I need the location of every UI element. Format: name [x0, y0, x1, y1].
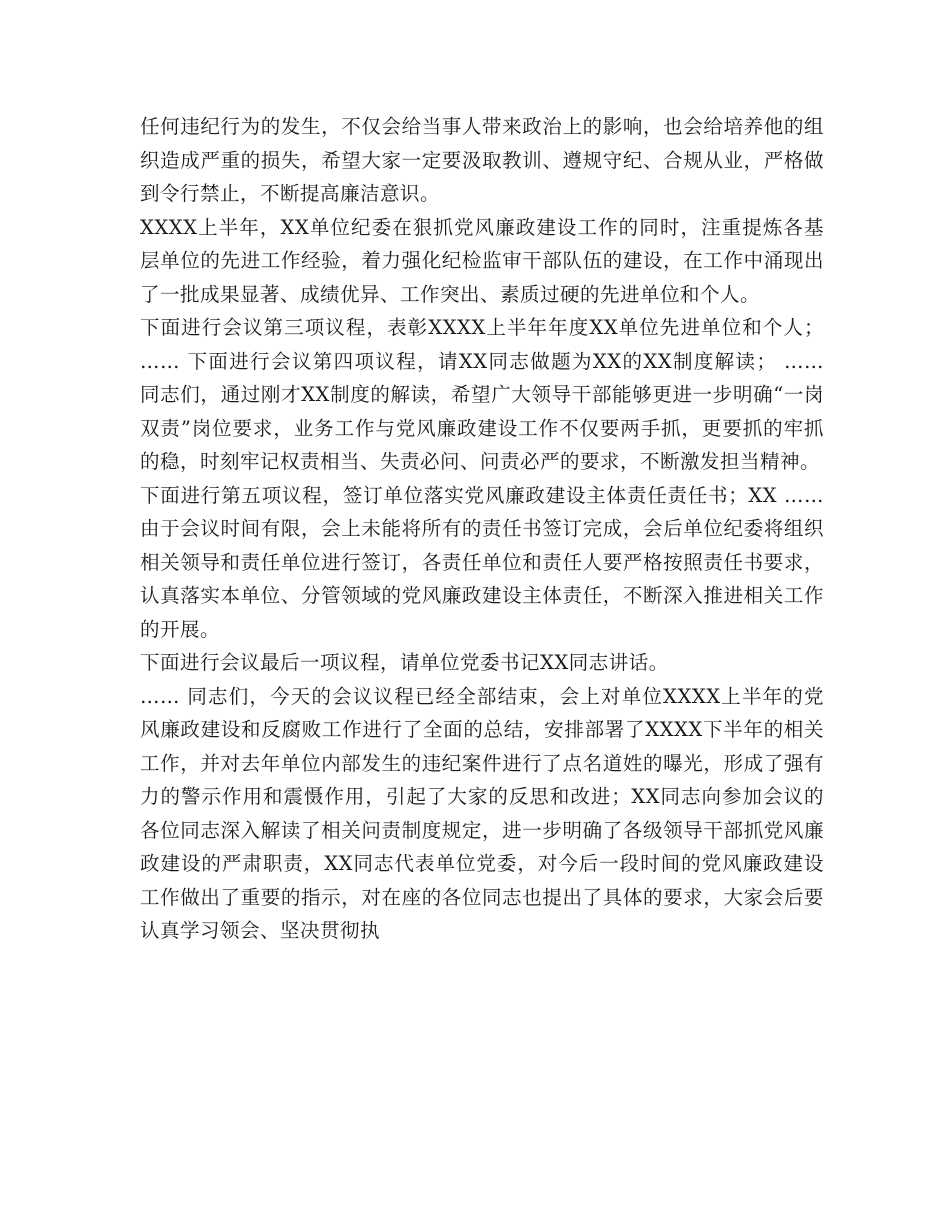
- paragraph-2: XXXX上半年，XX单位纪委在狠抓党风廉政建设工作的同时，注重提炼各基层单位的先进工作经验，着力强化纪检监审干部队伍的建设，在工作中涌现出了一批成果显著、成绩优异、工作突出、素质过硬的先进单位和个人。: [140, 215, 824, 306]
- paragraph-6: …… 同志们，今天的会议议程已经全部结束，会上对单位XXXX上半年的党风廉政建设和反腐败工作进行了全面的总结，安排部署了XXXX下半年的相关工作，并对去年单位内部发生的违纪案件进行了点名道姓的曝光，形成了强有力的警示作用和震慑作用，引起了大家的反思和改进；XX同志向参加会议的各位同志深入解读了相关问责制度规定，进一步明确了各级领导干部抓党风廉政建设的严肃职责，XX同志代表单位党委，对今后一段时间的党风廉政建设工作做出了重要的指示，对在座的各位同志也提出了具体的要求，大家会后要认真学习领会、坚决贯彻执: [140, 684, 824, 942]
- paragraph-4: 下面进行第五项议程，签订单位落实党风廉政建设主体责任责任书；XX …… 由于会议时间有限，会上未能将所有的责任书签订完成，会后单位纪委将组织相关领导和责任单位进行签订，各责任单位和责任人要严格按照责任书要求，认真落实本单位、分管领域的党风廉政建设主体责任，不断深入推进相关工作的开展。: [140, 483, 824, 641]
- paragraph-1: 任何违纪行为的发生，不仅会给当事人带来政治上的影响，也会给培养他的组织造成严重的损失，希望大家一定要汲取教训、遵规守纪、合规从业，严格做到令行禁止，不断提高廉洁意识。: [140, 115, 824, 205]
- document-body: [140, 110, 824, 948]
- paragraph-5: 下面进行会议最后一项议程，请单位党委书记XX同志讲话。: [140, 651, 669, 674]
- paragraph-3: 下面进行会议第三项议程，表彰XXXX上半年年度XX单位先进单位和个人； …… 下面进行会议第四项议程，请XX同志做题为XX的XX制度解读； …… 同志们，通过刚才XX制度的解读，希望广大领导干部能够更进一步明确“一岗双责”岗位要求，业务工作与党风廉政建设工作不仅要两手抓，更要抓的牢抓的稳，时刻牢记权责相当、失责必问、问责必严的要求，不断激发担当精神。: [140, 316, 824, 473]
